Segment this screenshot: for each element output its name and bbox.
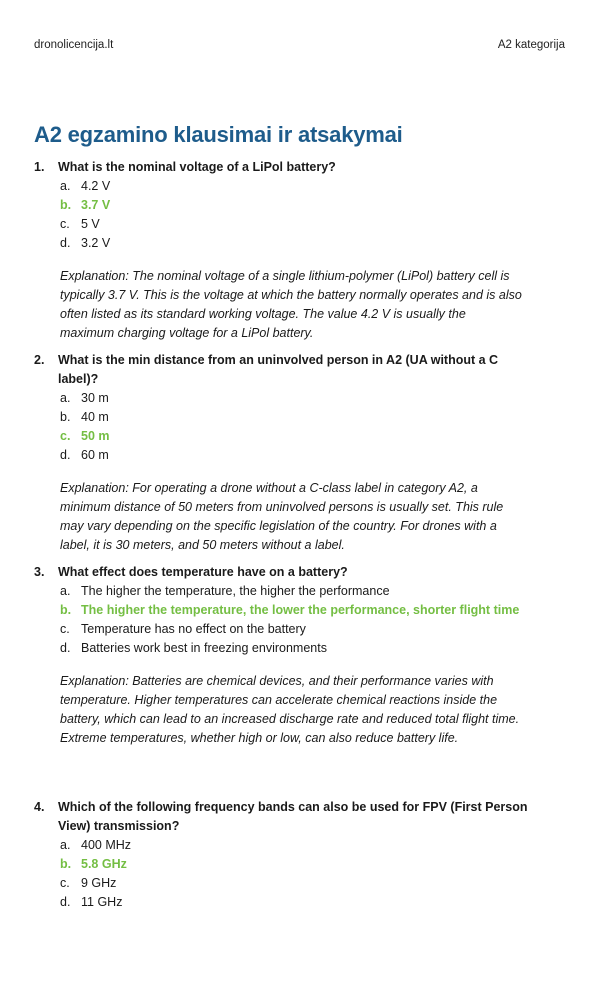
option-text: 5 V [81, 217, 100, 231]
correct-answer-option [60, 601, 565, 620]
question-text: What is the nominal voltage of a LiPol battery? [58, 160, 336, 174]
option-text: 5.8 GHz [81, 857, 127, 871]
option-text: 40 m [81, 410, 109, 424]
option-letter: d. [60, 448, 71, 462]
option-text: 9 GHz [81, 876, 117, 890]
option-letter: b. [60, 603, 72, 617]
option-letter: c. [60, 217, 70, 231]
option-text: 60 m [81, 448, 109, 462]
answer-option [60, 893, 565, 912]
option-letter: a. [60, 838, 71, 852]
option-letter: a. [60, 179, 71, 193]
correct-answer-option [60, 427, 565, 446]
option-letter: a. [60, 391, 71, 405]
option-letter: a. [60, 584, 71, 598]
answer-option [60, 620, 565, 639]
option-letter: c. [60, 876, 70, 890]
question-heading [34, 351, 565, 389]
answer-option [60, 582, 565, 601]
option-text: The higher the temperature, the lower the performance, shorter flight time [81, 603, 520, 617]
answer-option [60, 446, 565, 465]
question-number: 3. [34, 565, 45, 579]
question-number: 4. [34, 800, 45, 814]
answer-option [60, 408, 565, 427]
option-text: 3.2 V [81, 236, 111, 250]
option-letter: b. [60, 857, 72, 871]
answer-option [60, 639, 565, 658]
question-heading [34, 563, 565, 582]
page-title: A2 egzamino klausimai ir atsakymai [34, 122, 403, 147]
option-letter: d. [60, 895, 71, 909]
explanation-text: Explanation: For operating a drone without a C-class label in category A2, a minimum distance of 50 meters from uninvolved persons is usually set. This rule may vary depending on the specific legislation of the country. For drones with a label, it is 30 meters, and 50 meters without a label. [60, 481, 504, 552]
option-text: 50 m [81, 429, 110, 443]
option-text: 30 m [81, 391, 109, 405]
question-item [34, 351, 565, 555]
option-text: 400 MHz [81, 838, 132, 852]
option-text: 3.7 V [81, 198, 111, 212]
question-item [34, 798, 565, 912]
option-letter: b. [60, 198, 72, 212]
question-text: What is the min distance from an uninvolved person in A2 (UA without a C label)? [58, 353, 499, 386]
options-list [60, 582, 565, 658]
option-letter: d. [60, 236, 71, 250]
answer-option [60, 177, 565, 196]
question-heading [34, 158, 565, 177]
option-letter: c. [60, 429, 71, 443]
answer-option [60, 234, 565, 253]
question-number: 1. [34, 160, 45, 174]
option-text: 4.2 V [81, 179, 111, 193]
page-header [34, 38, 565, 52]
question-text: What effect does temperature have on a battery? [58, 565, 348, 579]
correct-answer-option [60, 196, 565, 215]
option-letter: c. [60, 622, 70, 636]
option-text: 11 GHz [81, 895, 123, 909]
option-letter: d. [60, 641, 71, 655]
explanation-text: Explanation: The nominal voltage of a single lithium-polymer (LiPol) battery cell is typically 3.7 V. This is the voltage at which the battery normally operates and is also often listed as its standard working voltage. The value 4.2 V is usually the maximum charging voltage for a LiPol battery. [60, 269, 522, 340]
option-text: The higher the temperature, the higher the performance [81, 584, 390, 598]
option-text: Batteries work best in freezing environments [81, 641, 327, 655]
answer-option [60, 215, 565, 234]
question-item [34, 563, 565, 748]
answer-option [60, 836, 565, 855]
question-item [34, 158, 565, 343]
question-heading [34, 798, 565, 836]
question-text: Which of the following frequency bands can also be used for FPV (First Person View) transmission? [58, 800, 528, 833]
option-text: Temperature has no effect on the battery [81, 622, 306, 636]
options-list [60, 177, 565, 253]
question-number: 2. [34, 353, 45, 367]
answer-option [60, 389, 565, 408]
question-list [34, 158, 565, 912]
options-list [60, 836, 565, 912]
options-list [60, 389, 565, 465]
explanation-text: Explanation: Batteries are chemical devices, and their performance varies with temperature. Higher temperatures can accelerate chemical reactions inside the battery, which can lead to an increased discharge rate and reduced total flight time. Extreme temperatures, whether high or low, can also reduce battery life. [60, 674, 520, 745]
correct-answer-option [60, 855, 565, 874]
header-site-name: dronolicencija.lt [34, 39, 114, 51]
header-category-label: A2 kategorija [497, 39, 565, 51]
option-letter: b. [60, 410, 71, 424]
answer-option [60, 874, 565, 893]
